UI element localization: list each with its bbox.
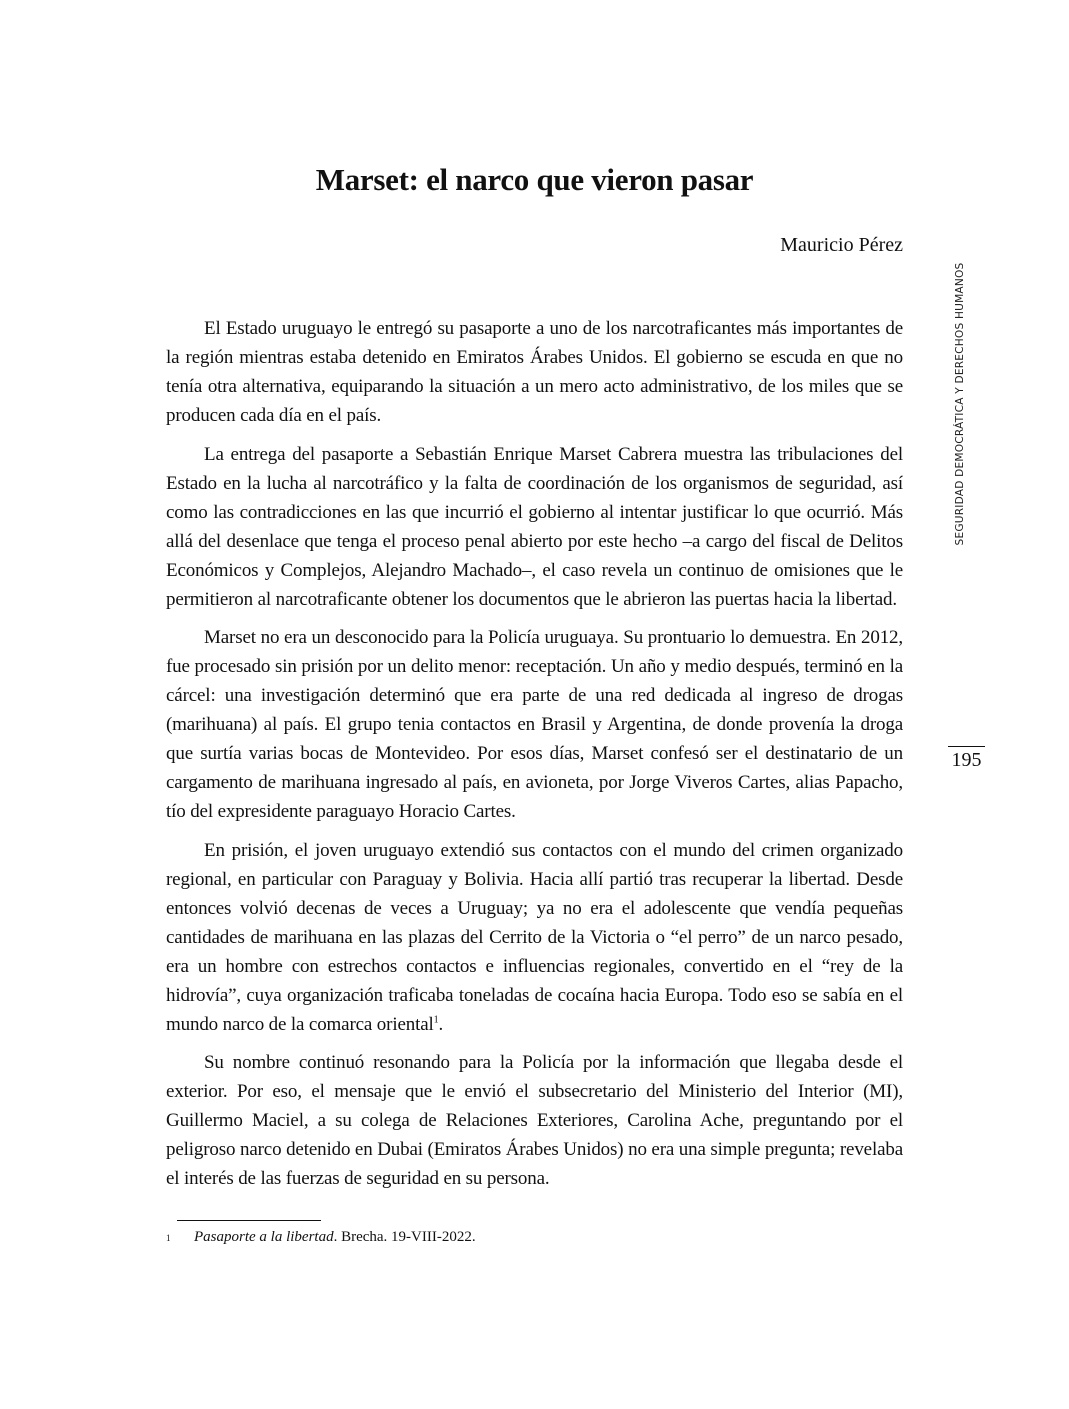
footnote xyxy=(166,1227,476,1247)
page-number: 195 xyxy=(948,746,985,772)
paragraph: El Estado uruguayo le entregó su pasaporte a uno de los narcotraficantes más importantes de la región mientras estaba detenido en Emiratos Árabes Unidos. El gobierno se escuda en que no tenía otra alternativa, equiparando la situación a un mero acto administrativo, de los miles que se producen cada día en el país. xyxy=(166,318,903,426)
footnote-reference[interactable]: 1 xyxy=(433,1014,439,1026)
paragraph-end-punctuation: . xyxy=(438,1013,444,1035)
article-title: Marset: el narco que vieron pasar xyxy=(315,162,754,197)
footnote-source-details: . Brecha. 19-VIII-2022. xyxy=(333,1229,476,1245)
running-head xyxy=(950,245,970,563)
footnote-divider xyxy=(177,1220,321,1221)
paragraph xyxy=(166,836,903,1039)
article-body xyxy=(166,314,903,1203)
footnote-source-title: Pasaporte a la libertad xyxy=(194,1229,334,1245)
paragraph-text: En prisión, el joven uruguayo extendió sus contactos con el mundo del crimen organizado regional, en particular con Paraguay y Bolivia. Hacia allí partió tras recuperar la libertad. Desde entonces volvió decenas de veces a Uruguay; ya no era el adolescente que vendía pequeñas cantidades de marihuana en las plazas del Cerrito de la Victoria o “el perro” de un narco pesado, era un hombre con estrechos contactos e influencias regionales, convertido en el “rey de la hidrovía”, cuya organización traficaba toneladas de cocaína hacia Europa. Todo eso se sabía en el mundo narco de la comarca oriental xyxy=(166,839,903,1035)
article-author: Mauricio Pérez xyxy=(780,234,903,256)
paragraph: Su nombre continuó resonando para la Policía por la información que llegaba desde el exterior. Por eso, el mensaje que le envió el subsecretario del Ministerio del Interior (MI), Guillermo Maciel, a su colega de Relaciones Exteriores, Carolina Ache, preguntando por el peligroso narco detenido en Dubai (Emiratos Árabes Unidos) no era una simple pregunta; revelaba el interés de las fuerzas de seguridad en su persona. xyxy=(166,1052,903,1189)
paragraph: La entrega del pasaporte a Sebastián Enrique Marset Cabrera muestra las tribulaciones del Estado en la lucha al narcotráfico y la falta de coordinación de los organismos de seguridad, así como las contradicciones en las que incurrió el gobierno al intentar justificar lo que ocurrió. Más allá del desenlace que tenga el proceso penal abierto por este hecho –a cargo del fiscal de Delitos Económicos y Complejos, Alejandro Machado–, el caso revela un continuo de omisiones que le permitieron al narcotraficante obtener los documentos que le abrieron las puertas hacia la libertad. xyxy=(166,443,903,610)
running-head-text: SEGURIDAD DEMOCRÁTICA Y DERECHOS HUMANOS xyxy=(954,262,966,546)
paragraph: Marset no era un desconocido para la Policía uruguaya. Su prontuario lo demuestra. En 2012, fue procesado sin prisión por un delito menor: receptación. Un año y medio después, terminó en la cárcel: una investigación determinó que era parte de una red dedicada al ingreso de drogas (marihuana) al país. El grupo tenia contactos en Brasil y Argentina, de donde provenía la droga que surtía varias bocas de Montevideo. Por esos días, Marset confesó ser el destinatario de un cargamento de marihuana ingresado al país, en avioneta, por Jorge Viveros Cartes, alias Papacho, tío del expresidente paraguayo Horacio Cartes. xyxy=(166,627,903,822)
footnote-mark: 1 xyxy=(166,1233,171,1243)
